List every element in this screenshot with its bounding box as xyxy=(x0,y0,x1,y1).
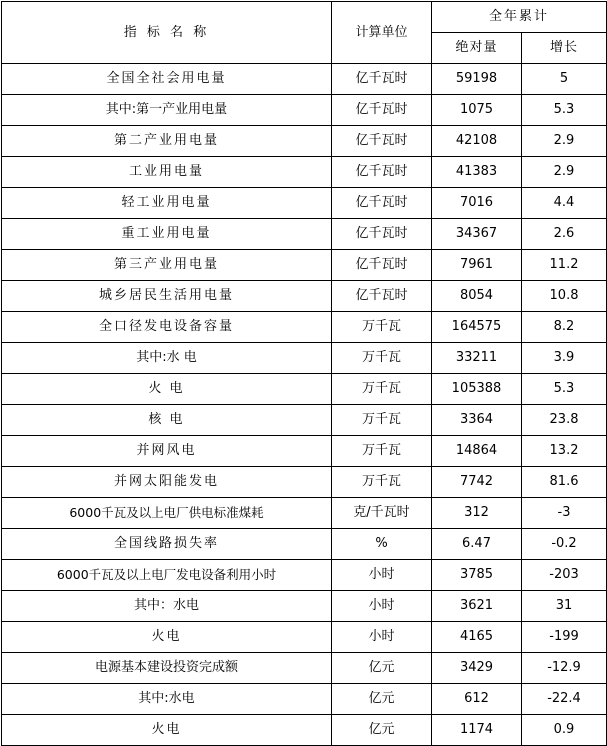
cell-indicator-name: 全国线路损失率 xyxy=(2,529,332,560)
table-row xyxy=(2,219,607,250)
cell-unit: 亿元 xyxy=(332,684,432,715)
cell-unit: 亿元 xyxy=(332,715,432,746)
table-row xyxy=(2,188,607,219)
table-row xyxy=(2,95,607,126)
cell-indicator-name: 其中:水电 xyxy=(2,684,332,715)
cell-indicator-name: 重工业用电量 xyxy=(2,219,332,250)
cell-growth-value: 5.3 xyxy=(522,374,607,405)
cell-unit: 亿千瓦时 xyxy=(332,188,432,219)
cell-unit: 万千瓦 xyxy=(332,436,432,467)
cell-growth-value: 5 xyxy=(522,64,607,95)
cell-unit: 小时 xyxy=(332,560,432,591)
table-row xyxy=(2,281,607,312)
cell-unit: 万千瓦 xyxy=(332,467,432,498)
cell-indicator-name: 其中:水 电 xyxy=(2,343,332,374)
cell-absolute-value: 3429 xyxy=(432,653,522,684)
cell-absolute-value: 3785 xyxy=(432,560,522,591)
cell-unit: 亿千瓦时 xyxy=(332,95,432,126)
cell-absolute-value: 612 xyxy=(432,684,522,715)
cell-unit: 克/千瓦时 xyxy=(332,498,432,529)
cell-unit: 亿千瓦时 xyxy=(332,126,432,157)
header-row-top xyxy=(2,2,607,33)
table-row xyxy=(2,436,607,467)
table-row xyxy=(2,64,607,95)
cell-indicator-name: 工业用电量 xyxy=(2,157,332,188)
table-header xyxy=(2,2,607,64)
cell-indicator-name: 6000千瓦及以上电厂发电设备利用小时 xyxy=(2,560,332,591)
cell-growth-value: -12.9 xyxy=(522,653,607,684)
table-row xyxy=(2,250,607,281)
column-header-unit: 计算单位 xyxy=(332,2,432,64)
cell-indicator-name: 其中：水电 xyxy=(2,591,332,622)
cell-growth-value: 81.6 xyxy=(522,467,607,498)
table-row xyxy=(2,467,607,498)
cell-growth-value: 3.9 xyxy=(522,343,607,374)
cell-absolute-value: 164575 xyxy=(432,312,522,343)
cell-absolute-value: 3621 xyxy=(432,591,522,622)
cell-growth-value: 31 xyxy=(522,591,607,622)
column-header-year-total: 全年累计 xyxy=(432,2,607,33)
cell-growth-value: 2.9 xyxy=(522,126,607,157)
cell-growth-value: 4.4 xyxy=(522,188,607,219)
table-row xyxy=(2,343,607,374)
cell-growth-value: 0.9 xyxy=(522,715,607,746)
cell-indicator-name: 轻工业用电量 xyxy=(2,188,332,219)
cell-absolute-value: 42108 xyxy=(432,126,522,157)
table-row xyxy=(2,715,607,746)
cell-growth-value: 23.8 xyxy=(522,405,607,436)
cell-absolute-value: 312 xyxy=(432,498,522,529)
table-row xyxy=(2,498,607,529)
cell-unit: 亿千瓦时 xyxy=(332,250,432,281)
cell-indicator-name: 其中:第一产业用电量 xyxy=(2,95,332,126)
cell-indicator-name: 6000千瓦及以上电厂供电标准煤耗 xyxy=(2,498,332,529)
cell-indicator-name: 火电 xyxy=(2,622,332,653)
cell-growth-value: -22.4 xyxy=(522,684,607,715)
cell-absolute-value: 59198 xyxy=(432,64,522,95)
cell-indicator-name: 第三产业用电量 xyxy=(2,250,332,281)
cell-absolute-value: 7961 xyxy=(432,250,522,281)
table-row xyxy=(2,157,607,188)
cell-absolute-value: 33211 xyxy=(432,343,522,374)
cell-growth-value: -203 xyxy=(522,560,607,591)
cell-indicator-name: 第二产业用电量 xyxy=(2,126,332,157)
cell-growth-value: 5.3 xyxy=(522,95,607,126)
cell-absolute-value: 1075 xyxy=(432,95,522,126)
column-header-growth: 增长 xyxy=(522,33,607,64)
cell-absolute-value: 105388 xyxy=(432,374,522,405)
column-header-absolute: 绝对量 xyxy=(432,33,522,64)
cell-absolute-value: 7016 xyxy=(432,188,522,219)
cell-indicator-name: 城乡居民生活用电量 xyxy=(2,281,332,312)
table-row xyxy=(2,405,607,436)
cell-growth-value: 11.2 xyxy=(522,250,607,281)
cell-absolute-value: 34367 xyxy=(432,219,522,250)
cell-growth-value: -0.2 xyxy=(522,529,607,560)
cell-absolute-value: 14864 xyxy=(432,436,522,467)
table-row xyxy=(2,312,607,343)
cell-unit: 亿千瓦时 xyxy=(332,281,432,312)
cell-absolute-value: 41383 xyxy=(432,157,522,188)
cell-absolute-value: 7742 xyxy=(432,467,522,498)
cell-unit: 小时 xyxy=(332,591,432,622)
cell-unit: 万千瓦 xyxy=(332,312,432,343)
table-row xyxy=(2,529,607,560)
statistics-sheet xyxy=(0,1,607,737)
cell-unit: 万千瓦 xyxy=(332,374,432,405)
cell-indicator-name: 并网风电 xyxy=(2,436,332,467)
cell-absolute-value: 3364 xyxy=(432,405,522,436)
cell-unit: 亿千瓦时 xyxy=(332,64,432,95)
cell-absolute-value: 6.47 xyxy=(432,529,522,560)
cell-absolute-value: 8054 xyxy=(432,281,522,312)
table-row xyxy=(2,591,607,622)
cell-indicator-name: 火电 xyxy=(2,715,332,746)
table-row xyxy=(2,622,607,653)
cell-indicator-name: 并网太阳能发电 xyxy=(2,467,332,498)
cell-growth-value: 2.9 xyxy=(522,157,607,188)
cell-growth-value: 2.6 xyxy=(522,219,607,250)
cell-growth-value: 10.8 xyxy=(522,281,607,312)
table-row xyxy=(2,126,607,157)
cell-indicator-name: 电源基本建设投资完成额 xyxy=(2,653,332,684)
cell-unit: 万千瓦 xyxy=(332,343,432,374)
cell-indicator-name: 全口径发电设备容量 xyxy=(2,312,332,343)
cell-growth-value: 8.2 xyxy=(522,312,607,343)
column-header-indicator-name: 指 标 名 称 xyxy=(2,2,332,64)
cell-indicator-name: 全国全社会用电量 xyxy=(2,64,332,95)
cell-unit: 亿元 xyxy=(332,653,432,684)
cell-unit: % xyxy=(332,529,432,560)
power-statistics-table xyxy=(1,1,607,746)
cell-growth-value: 13.2 xyxy=(522,436,607,467)
cell-indicator-name: 火 电 xyxy=(2,374,332,405)
cell-absolute-value: 4165 xyxy=(432,622,522,653)
table-row xyxy=(2,684,607,715)
cell-unit: 万千瓦 xyxy=(332,405,432,436)
cell-growth-value: -199 xyxy=(522,622,607,653)
table-row xyxy=(2,560,607,591)
cell-absolute-value: 1174 xyxy=(432,715,522,746)
table-row xyxy=(2,653,607,684)
cell-unit: 亿千瓦时 xyxy=(332,157,432,188)
cell-growth-value: -3 xyxy=(522,498,607,529)
table-row xyxy=(2,374,607,405)
cell-unit: 亿千瓦时 xyxy=(332,219,432,250)
cell-indicator-name: 核 电 xyxy=(2,405,332,436)
cell-unit: 小时 xyxy=(332,622,432,653)
table-body xyxy=(2,64,607,746)
